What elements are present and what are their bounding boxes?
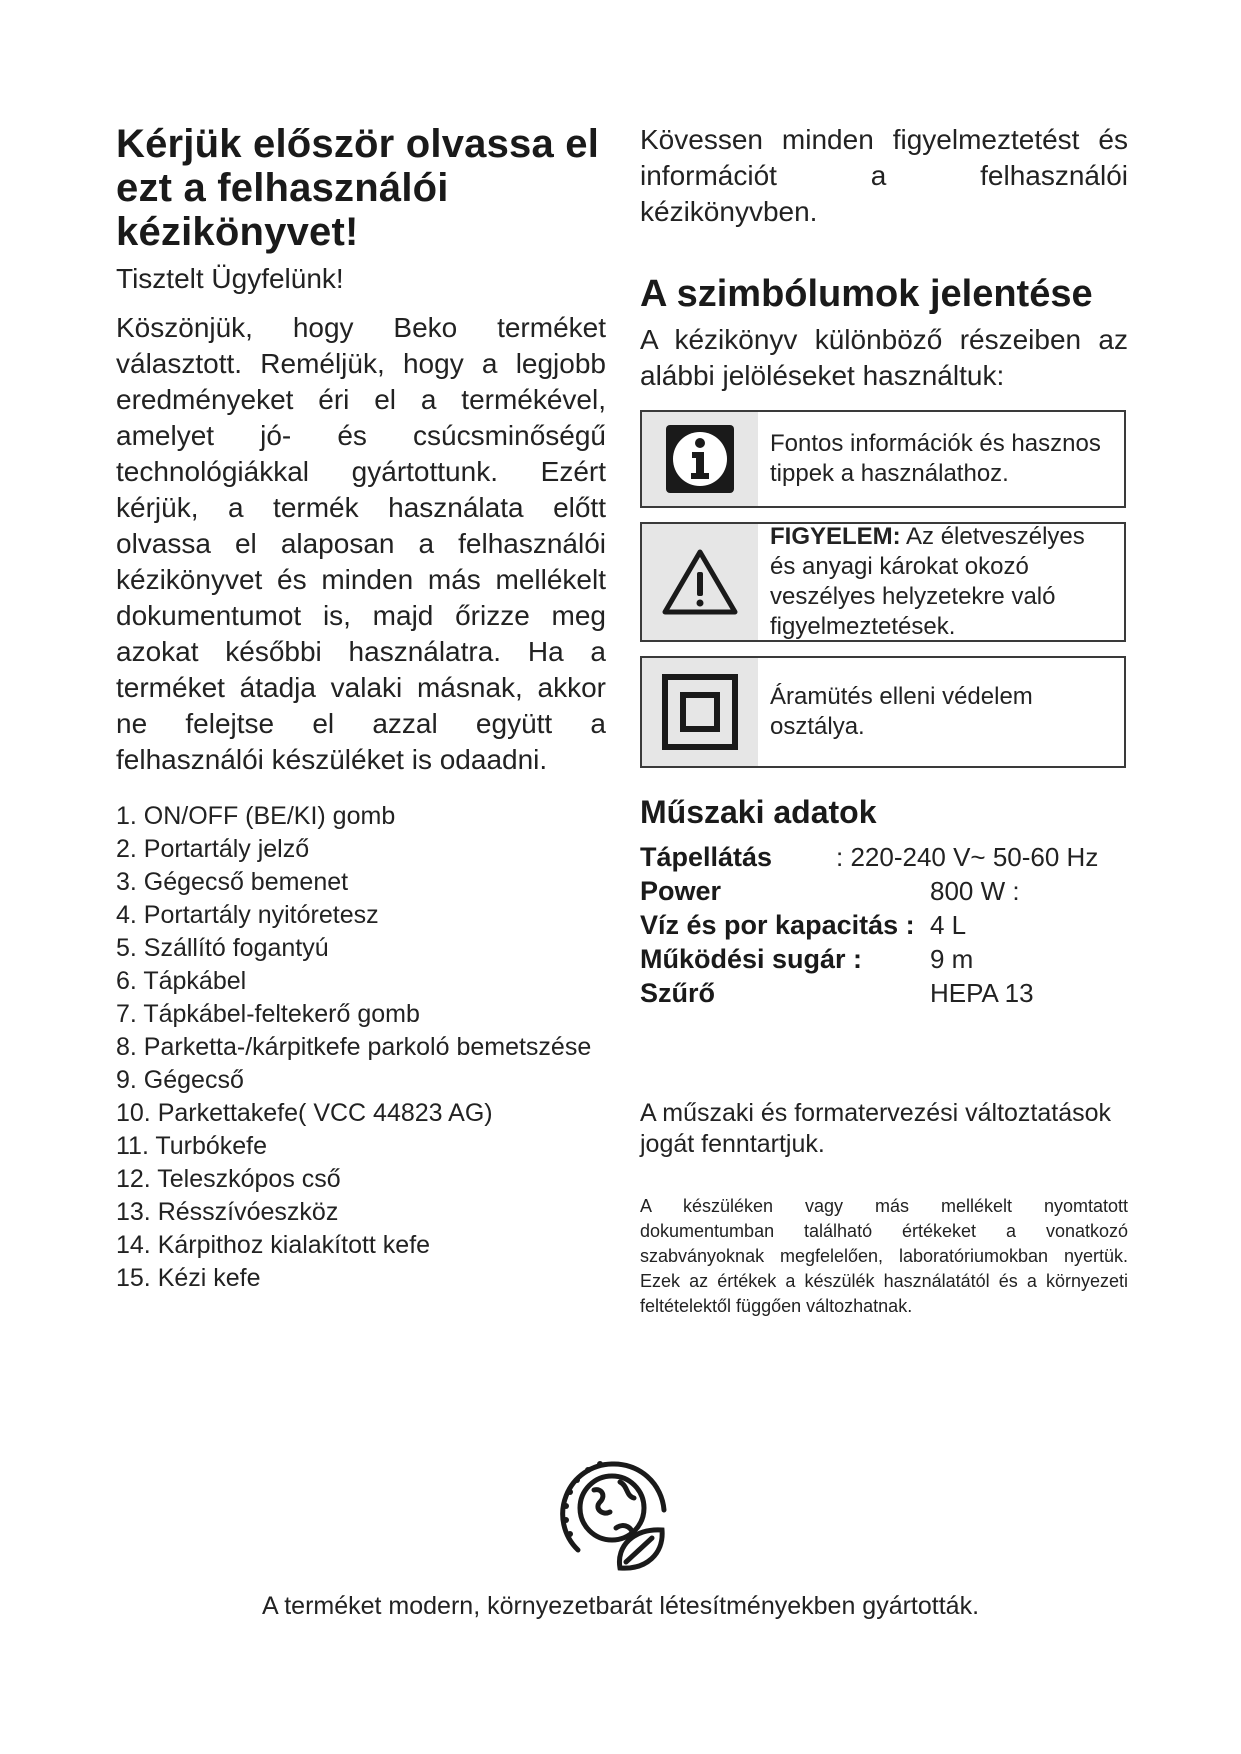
spec-label: Power [640, 876, 722, 906]
list-item: 5. Szállító fogantyú [116, 934, 329, 962]
eco-caption: A terméket modern, környezetbarát létesítményekben gyártották. [261, 1592, 980, 1620]
list-item: 7. Tápkábel-feltekerő gomb [116, 1000, 420, 1028]
symbol-info-box [640, 410, 1126, 508]
list-item: 6. Tápkábel [116, 967, 247, 995]
list-item: 2. Portartály jelző [116, 835, 310, 863]
page-title: Kérjük először olvassa el ezt a felhasználói kézikönyvet! [116, 122, 600, 254]
parts-list [116, 800, 606, 1295]
disclaimer: A készüléken vagy más mellékelt nyomtatott dokumentumban található értékeket a vonatkozó szabványoknak megfelelően, laboratóriumokban nyertük. Ezek az értékek a készülék használatától és a környezeti feltételektől függően változhatnak. [640, 1196, 1128, 1316]
right-column [640, 122, 1128, 1337]
symbol-info-text: Fontos információk és hasznos tippek a használathoz. [770, 430, 1101, 487]
left-column [116, 122, 606, 1295]
list-item: 9. Gégecső [116, 1066, 244, 1094]
symbols-intro: A kézikönyv különböző részeiben az alábbi jelöléseket használtuk: [640, 324, 1128, 391]
spec-label: Víz és por kapacitás : [640, 910, 915, 940]
specs-heading: Műszaki adatok [640, 794, 877, 830]
spec-label: Szűrő [640, 978, 716, 1008]
symbol-warning-text: FIGYELEM: Az életveszélyes és anyagi károkat okozó veszélyes helyzetekre való figyelmeztetések. [770, 523, 1085, 640]
list-item: 15. Kézi kefe [116, 1264, 261, 1292]
symbol-class-text: Áramütés elleni védelem osztálya. [770, 683, 1033, 740]
list-item: 10. Parkettakefe( VCC 44823 AG) [116, 1099, 493, 1127]
list-item: 11. Turbókefe [116, 1132, 268, 1160]
specs-table [640, 840, 1128, 1010]
list-item: 12. Teleszkópos cső [116, 1165, 341, 1193]
spec-value: 800 W : [930, 876, 1020, 906]
symbol-class-box [640, 656, 1126, 768]
greeting: Tisztelt Ügyfelünk! [116, 263, 344, 294]
spec-value: 4 L [930, 910, 967, 940]
list-item: 14. Kárpithoz kialakított kefe [116, 1231, 431, 1259]
spec-label: Tápellátás [640, 842, 773, 872]
spec-label: Működési sugár : [640, 944, 863, 974]
spec-value: 9 m [930, 944, 974, 974]
spec-value: HEPA 13 [930, 978, 1034, 1008]
follow-instructions: Kövessen minden figyelmeztetést és információt a felhasználói kézikönyvben. [640, 124, 1128, 227]
list-item: 4. Portartály nyitóretesz [116, 901, 379, 929]
eco-globe-leaf-icon [550, 1450, 680, 1580]
list-item: 8. Parketta-/kárpitkefe parkoló bemetszése [116, 1033, 592, 1061]
symbols-heading: A szimbólumok jelentése [640, 273, 1093, 315]
list-item: 3. Gégecső bemenet [116, 868, 349, 896]
info-icon [642, 412, 758, 506]
list-item: 1. ON/OFF (BE/KI) gomb [116, 802, 396, 830]
warning-icon [642, 524, 758, 640]
symbol-warning-box [640, 522, 1126, 642]
list-item: 13. Résszívóeszköz [116, 1198, 339, 1226]
rights-notice: A műszaki és formatervezési változtatások jogát fenntartjuk. [640, 1099, 1112, 1158]
double-insulation-icon [642, 658, 758, 766]
intro-paragraph: Köszönjük, hogy Beko terméket választott. Reméljük, hogy a legjobb eredményeket éri el a termékével, amelyet jó- és csúcsminőségű technológiákkal gyártottunk. Ezért kérjük, a termék használata előtt olvassa el alaposan a felhasználói kézikönyvet és minden más mellékelt dokumentumot is, majd őrizze meg azokat későbbi használatra. Ha a terméket átadja valaki másnak, akkor ne felejtse el azzal együtt a felhasználói készüléket is odaadni. [116, 312, 606, 775]
spec-value: : 220-240 V~ 50-60 Hz [836, 842, 1099, 872]
